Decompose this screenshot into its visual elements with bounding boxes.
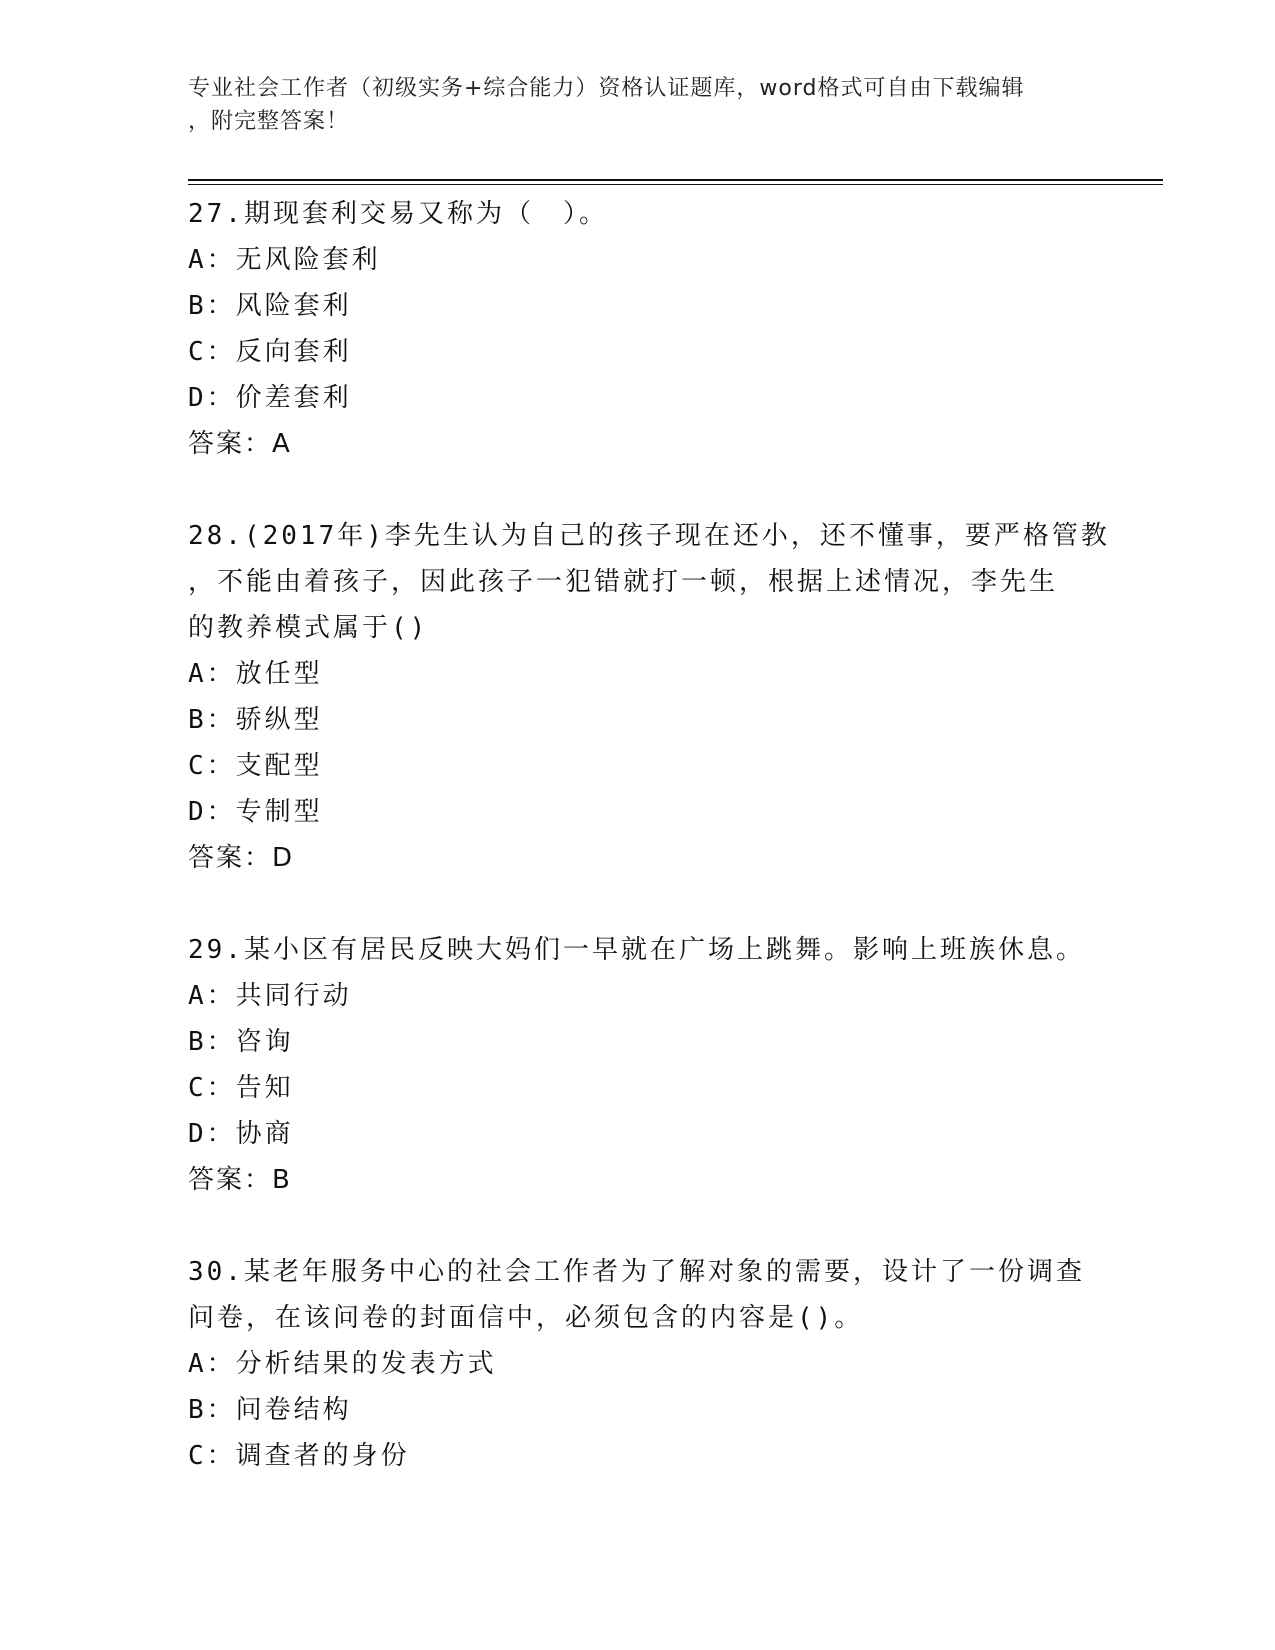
header-line-2: ，附完整答案！ <box>188 109 350 134</box>
question-28 <box>188 513 1110 881</box>
option-b: B：风险套利 <box>188 291 352 321</box>
option-d: D：专制型 <box>188 797 323 827</box>
question-27 <box>188 191 1088 467</box>
spacer <box>188 1203 1088 1249</box>
question-text: 27.期现套利交易又称为（ ）。 <box>188 199 608 229</box>
question-text: 29.某小区有居民反映大妈们一早就在广场上跳舞。影响上班族休息。 <box>188 935 1085 965</box>
header-rule-thin <box>188 184 1163 185</box>
option-c: C：支配型 <box>188 751 323 781</box>
option-c: C：反向套利 <box>188 337 352 367</box>
question-list <box>188 191 1110 1479</box>
option-a: A：分析结果的发表方式 <box>188 1349 497 1379</box>
option-b: B：问卷结构 <box>188 1395 352 1425</box>
question-text: 问卷，在该问卷的封面信中，必须包含的内容是()。 <box>188 1303 864 1333</box>
question-text: 28.(2017年)李先生认为自己的孩子现在还小，还不懂事，要严格管教 <box>188 521 1110 551</box>
answer-text: 答案：B <box>188 1165 292 1195</box>
question-29 <box>188 927 1088 1203</box>
answer-text: 答案：D <box>188 843 295 873</box>
answer-text: 答案：A <box>188 429 292 459</box>
option-d: D：价差套利 <box>188 383 352 413</box>
page-header <box>188 72 1088 138</box>
question-30 <box>188 1249 1088 1479</box>
option-b: B：咨询 <box>188 1027 294 1057</box>
option-c: C：告知 <box>188 1073 294 1103</box>
spacer <box>188 881 1088 927</box>
option-d: D：协商 <box>188 1119 294 1149</box>
question-text: ，不能由着孩子，因此孩子一犯错就打一顿，根据上述情况，李先生 <box>188 567 1059 597</box>
option-a: A：无风险套利 <box>188 245 381 275</box>
header-rule-thick <box>188 179 1163 181</box>
option-a: A：共同行动 <box>188 981 352 1011</box>
option-a: A：放任型 <box>188 659 323 689</box>
question-text: 的教养模式属于() <box>188 613 429 643</box>
header-line-1: 专业社会工作者（初级实务+综合能力）资格认证题库，word格式可自由下载编辑 <box>188 76 1025 101</box>
option-c: C：调查者的身份 <box>188 1441 410 1471</box>
option-b: B：骄纵型 <box>188 705 323 735</box>
spacer <box>188 467 1088 513</box>
question-text: 30.某老年服务中心的社会工作者为了解对象的需要，设计了一份调查 <box>188 1257 1085 1287</box>
